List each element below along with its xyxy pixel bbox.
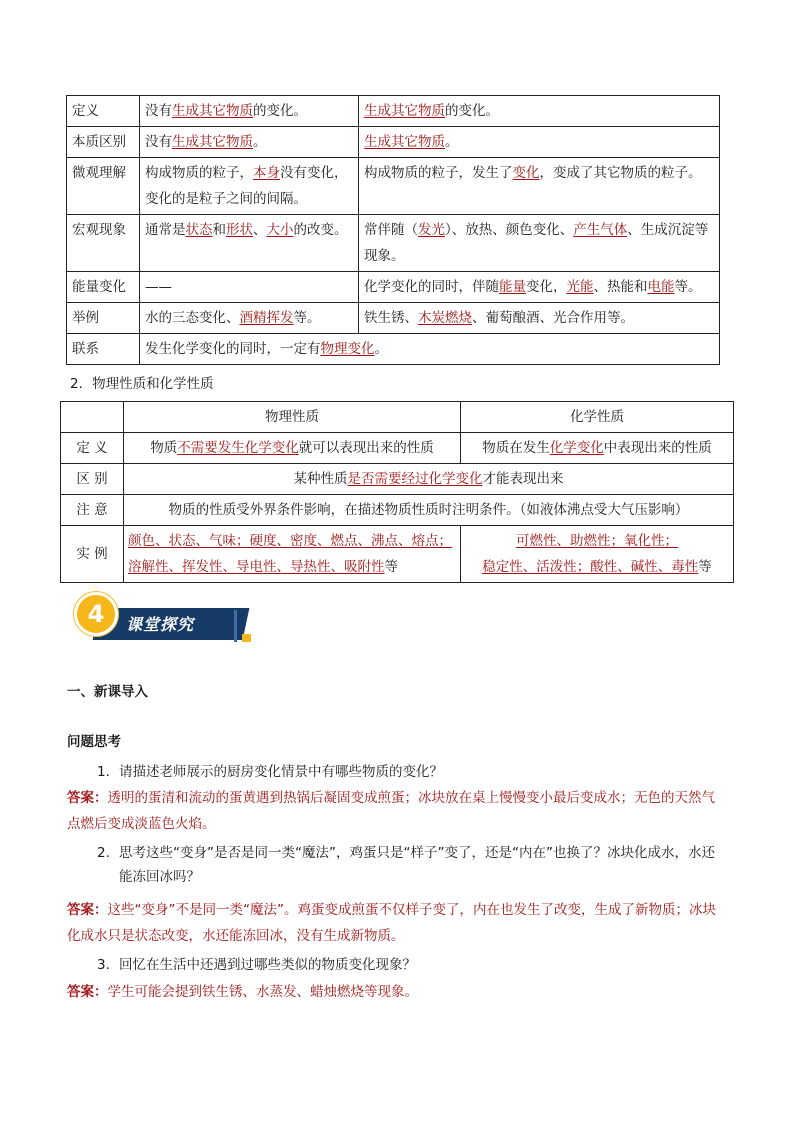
- chemical-change-cell: [359, 158, 720, 215]
- text-segment: 常伴随（: [364, 222, 418, 238]
- difference-content: [124, 464, 734, 495]
- question-number: 3.: [97, 957, 110, 973]
- table-row: [67, 96, 720, 127]
- table-row: [67, 272, 720, 303]
- text-segment: 物质在发生: [482, 440, 550, 456]
- text-segment: 的改变。: [293, 222, 348, 238]
- table-row: [67, 215, 720, 272]
- table-row: [61, 402, 734, 433]
- underlined-term: 稳定性、活泼性；酸性、碱性、毒性: [482, 559, 699, 575]
- text-segment: 物质的性质受外界条件影响，在描述物质性质时注明条件。（如液体沸点受大气压影响）: [168, 502, 689, 518]
- heading-intro: 一、新课导入: [67, 684, 148, 700]
- row-label: 联系: [67, 334, 140, 365]
- row-label: 定义: [67, 96, 140, 127]
- underlined-term: 发光: [418, 222, 445, 238]
- text-segment: 等: [384, 559, 398, 575]
- text-segment: 发生化学变化的同时，一定有: [145, 341, 321, 357]
- definition-physical: [124, 433, 461, 464]
- table-row: [67, 334, 720, 365]
- physical-change-cell: [140, 158, 359, 215]
- text-segment: 等: [698, 559, 712, 575]
- text-segment: 中表现出来的性质: [603, 440, 712, 456]
- text-segment: 的变化。: [253, 103, 307, 119]
- text-segment: 、葡萄酿酒、光合作用等。: [472, 310, 634, 326]
- underlined-term: 光能: [566, 279, 594, 295]
- answer-text: 这些“变身”不是同一类“魔法”。鸡蛋变成煎蛋不仅样子变了，内在也发生了改变，生成了新物质；冰块化成水只是状态改变，水还能冻回冰，没有生成新物质。: [67, 902, 716, 944]
- underlined-term: 生成其它物质: [172, 103, 253, 119]
- examples-physical: [124, 526, 461, 583]
- row-label: 定 义: [61, 433, 124, 464]
- text-segment: 、: [253, 222, 267, 238]
- underlined-term: 本身: [253, 165, 280, 181]
- text-segment: 。: [253, 134, 267, 150]
- row-label: 举例: [67, 303, 140, 334]
- underlined-term: 电能: [647, 279, 675, 295]
- answer-2: [67, 897, 722, 949]
- underlined-term: 化学变化: [549, 440, 604, 456]
- underlined-term: 形状: [226, 222, 253, 238]
- badge-title: 课堂探究: [126, 615, 195, 634]
- link-content: [140, 334, 720, 365]
- text-segment: 某种性质: [293, 471, 348, 487]
- underlined-term: 是否需要经过化学变化: [347, 471, 483, 487]
- header-chemical: 化学性质: [461, 402, 734, 433]
- answer-1: [67, 785, 722, 837]
- chemical-change-cell: [359, 272, 720, 303]
- table-row: [67, 158, 720, 215]
- table-row: [67, 127, 720, 158]
- answer-label: 答案：: [67, 902, 108, 918]
- answer-text: 学生可能会提到铁生锈、水蒸发、蜡烛燃烧等现象。: [107, 984, 418, 1000]
- text-segment: 没有变化，变化的是粒子之间的间隔。: [145, 165, 348, 207]
- text-segment: 水的三态变化、: [145, 310, 240, 326]
- physical-change-cell: [140, 215, 359, 272]
- text-segment: 构成物质的粒子，: [145, 165, 253, 181]
- text-segment: 。: [374, 341, 388, 357]
- answer-label: 答案：: [67, 790, 108, 806]
- definition-chemical: [461, 433, 734, 464]
- text-segment: ，变成了其它物质的粒子。: [539, 165, 702, 181]
- underlined-term: 生成其它物质: [364, 103, 445, 119]
- underlined-term: 生成其它物质: [364, 134, 445, 150]
- chemical-change-cell: [359, 96, 720, 127]
- underlined-term: 能量: [499, 279, 526, 295]
- chemical-change-cell: [359, 127, 720, 158]
- underlined-term: 不需要发生化学变化: [177, 440, 299, 456]
- physical-change-cell: [140, 96, 359, 127]
- chemical-change-cell: [359, 303, 720, 334]
- physical-change-cell: [140, 272, 359, 303]
- underlined-term: 物理变化: [320, 341, 375, 357]
- text-segment: 没有: [145, 134, 172, 150]
- section-2-title: 2．物理性质和化学性质: [70, 376, 214, 392]
- question-2: [97, 841, 722, 889]
- answer-label: 答案：: [67, 984, 108, 1000]
- underlined-term: 生成其它物质: [172, 134, 253, 150]
- underlined-term: 颜色、状态、气味；硬度、密度、燃点、沸点、熔点；溶解性、挥发性、导电性、导热性、吸附性: [128, 533, 452, 575]
- text-segment: 化学变化的同时，伴随: [364, 279, 499, 295]
- row-label: 注 意: [61, 495, 124, 526]
- badge-accent-square: [242, 634, 251, 642]
- text-segment: 等。: [674, 279, 702, 295]
- note-content: [124, 495, 734, 526]
- physical-change-cell: [140, 127, 359, 158]
- question-number: 1.: [97, 764, 110, 780]
- row-label: 本质区别: [67, 127, 140, 158]
- table-row: [61, 526, 734, 583]
- text-segment: 构成物质的粒子，发生了: [364, 165, 513, 181]
- row-label: 实 例: [61, 526, 124, 583]
- text-segment: ）、放热、颜色变化、: [445, 222, 574, 238]
- answer-3: [67, 979, 722, 1005]
- question-text: 请描述老师展示的厨房变化情景中有哪些物质的变化？: [119, 764, 443, 780]
- text-segment: ——: [145, 279, 172, 295]
- underlined-term: 变化: [512, 165, 540, 181]
- section-badge: [74, 590, 254, 650]
- table-row: [67, 303, 720, 334]
- text-segment: 铁生锈、: [364, 310, 418, 326]
- text-segment: 等。: [293, 310, 321, 326]
- underlined-term: 大小: [266, 222, 294, 238]
- text-segment: 通常是: [145, 222, 186, 238]
- text-segment: 、热能和: [593, 279, 648, 295]
- text-segment: 和: [212, 222, 226, 238]
- row-label: 宏观现象: [67, 215, 140, 272]
- physical-change-cell: [140, 303, 359, 334]
- text-segment: 的变化。: [445, 103, 499, 119]
- badge-number: 4: [74, 592, 118, 636]
- badge-accent-stripe: [234, 610, 237, 642]
- answer-text: 透明的蛋清和流动的蛋黄遇到热锅后凝固变成煎蛋；冰块放在桌上慢慢变小最后变成水；无色的天然气点燃后变成淡蓝色火焰。: [67, 790, 715, 832]
- property-comparison-table: [60, 401, 734, 583]
- header-empty-cell: [61, 402, 124, 433]
- heading-think: 问题思考: [67, 734, 121, 750]
- row-label: 能量变化: [67, 272, 140, 303]
- question-3: [97, 953, 722, 977]
- text-segment: 才能表现出来: [482, 471, 564, 487]
- underlined-term: 可燃性、助燃性；氧化性；: [516, 533, 678, 549]
- underlined-term: 产生气体: [573, 222, 628, 238]
- underlined-term: 酒精挥发: [239, 310, 294, 326]
- underlined-term: 状态: [185, 222, 213, 238]
- question-1: [97, 760, 722, 784]
- row-label: 微观理解: [67, 158, 140, 215]
- text-segment: 、生成沉淀等现象。: [364, 222, 709, 264]
- underlined-term: 木炭燃烧: [418, 310, 472, 326]
- text-segment: 变化，: [526, 279, 567, 295]
- row-label: 区 别: [61, 464, 124, 495]
- header-physical: 物理性质: [124, 402, 461, 433]
- table-row: [61, 495, 734, 526]
- examples-chemical: [461, 526, 734, 583]
- text-segment: 。: [445, 134, 459, 150]
- question-number: 2.: [97, 845, 110, 861]
- question-text: 思考这些“变身”是否是同一类“魔法”，鸡蛋只是“样子”变了，还是“内在”也换了？冰块化成水，水还能冻回冰吗？: [119, 845, 715, 885]
- chemical-change-cell: [359, 215, 720, 272]
- table-row: [61, 464, 734, 495]
- table-row: [61, 433, 734, 464]
- change-comparison-table: [66, 95, 720, 365]
- question-text: 回忆在生活中还遇到过哪些类似的物质变化现象？: [119, 957, 416, 973]
- text-segment: 物质: [150, 440, 178, 456]
- text-segment: 没有: [145, 103, 172, 119]
- text-segment: 就可以表现出来的性质: [298, 440, 434, 456]
